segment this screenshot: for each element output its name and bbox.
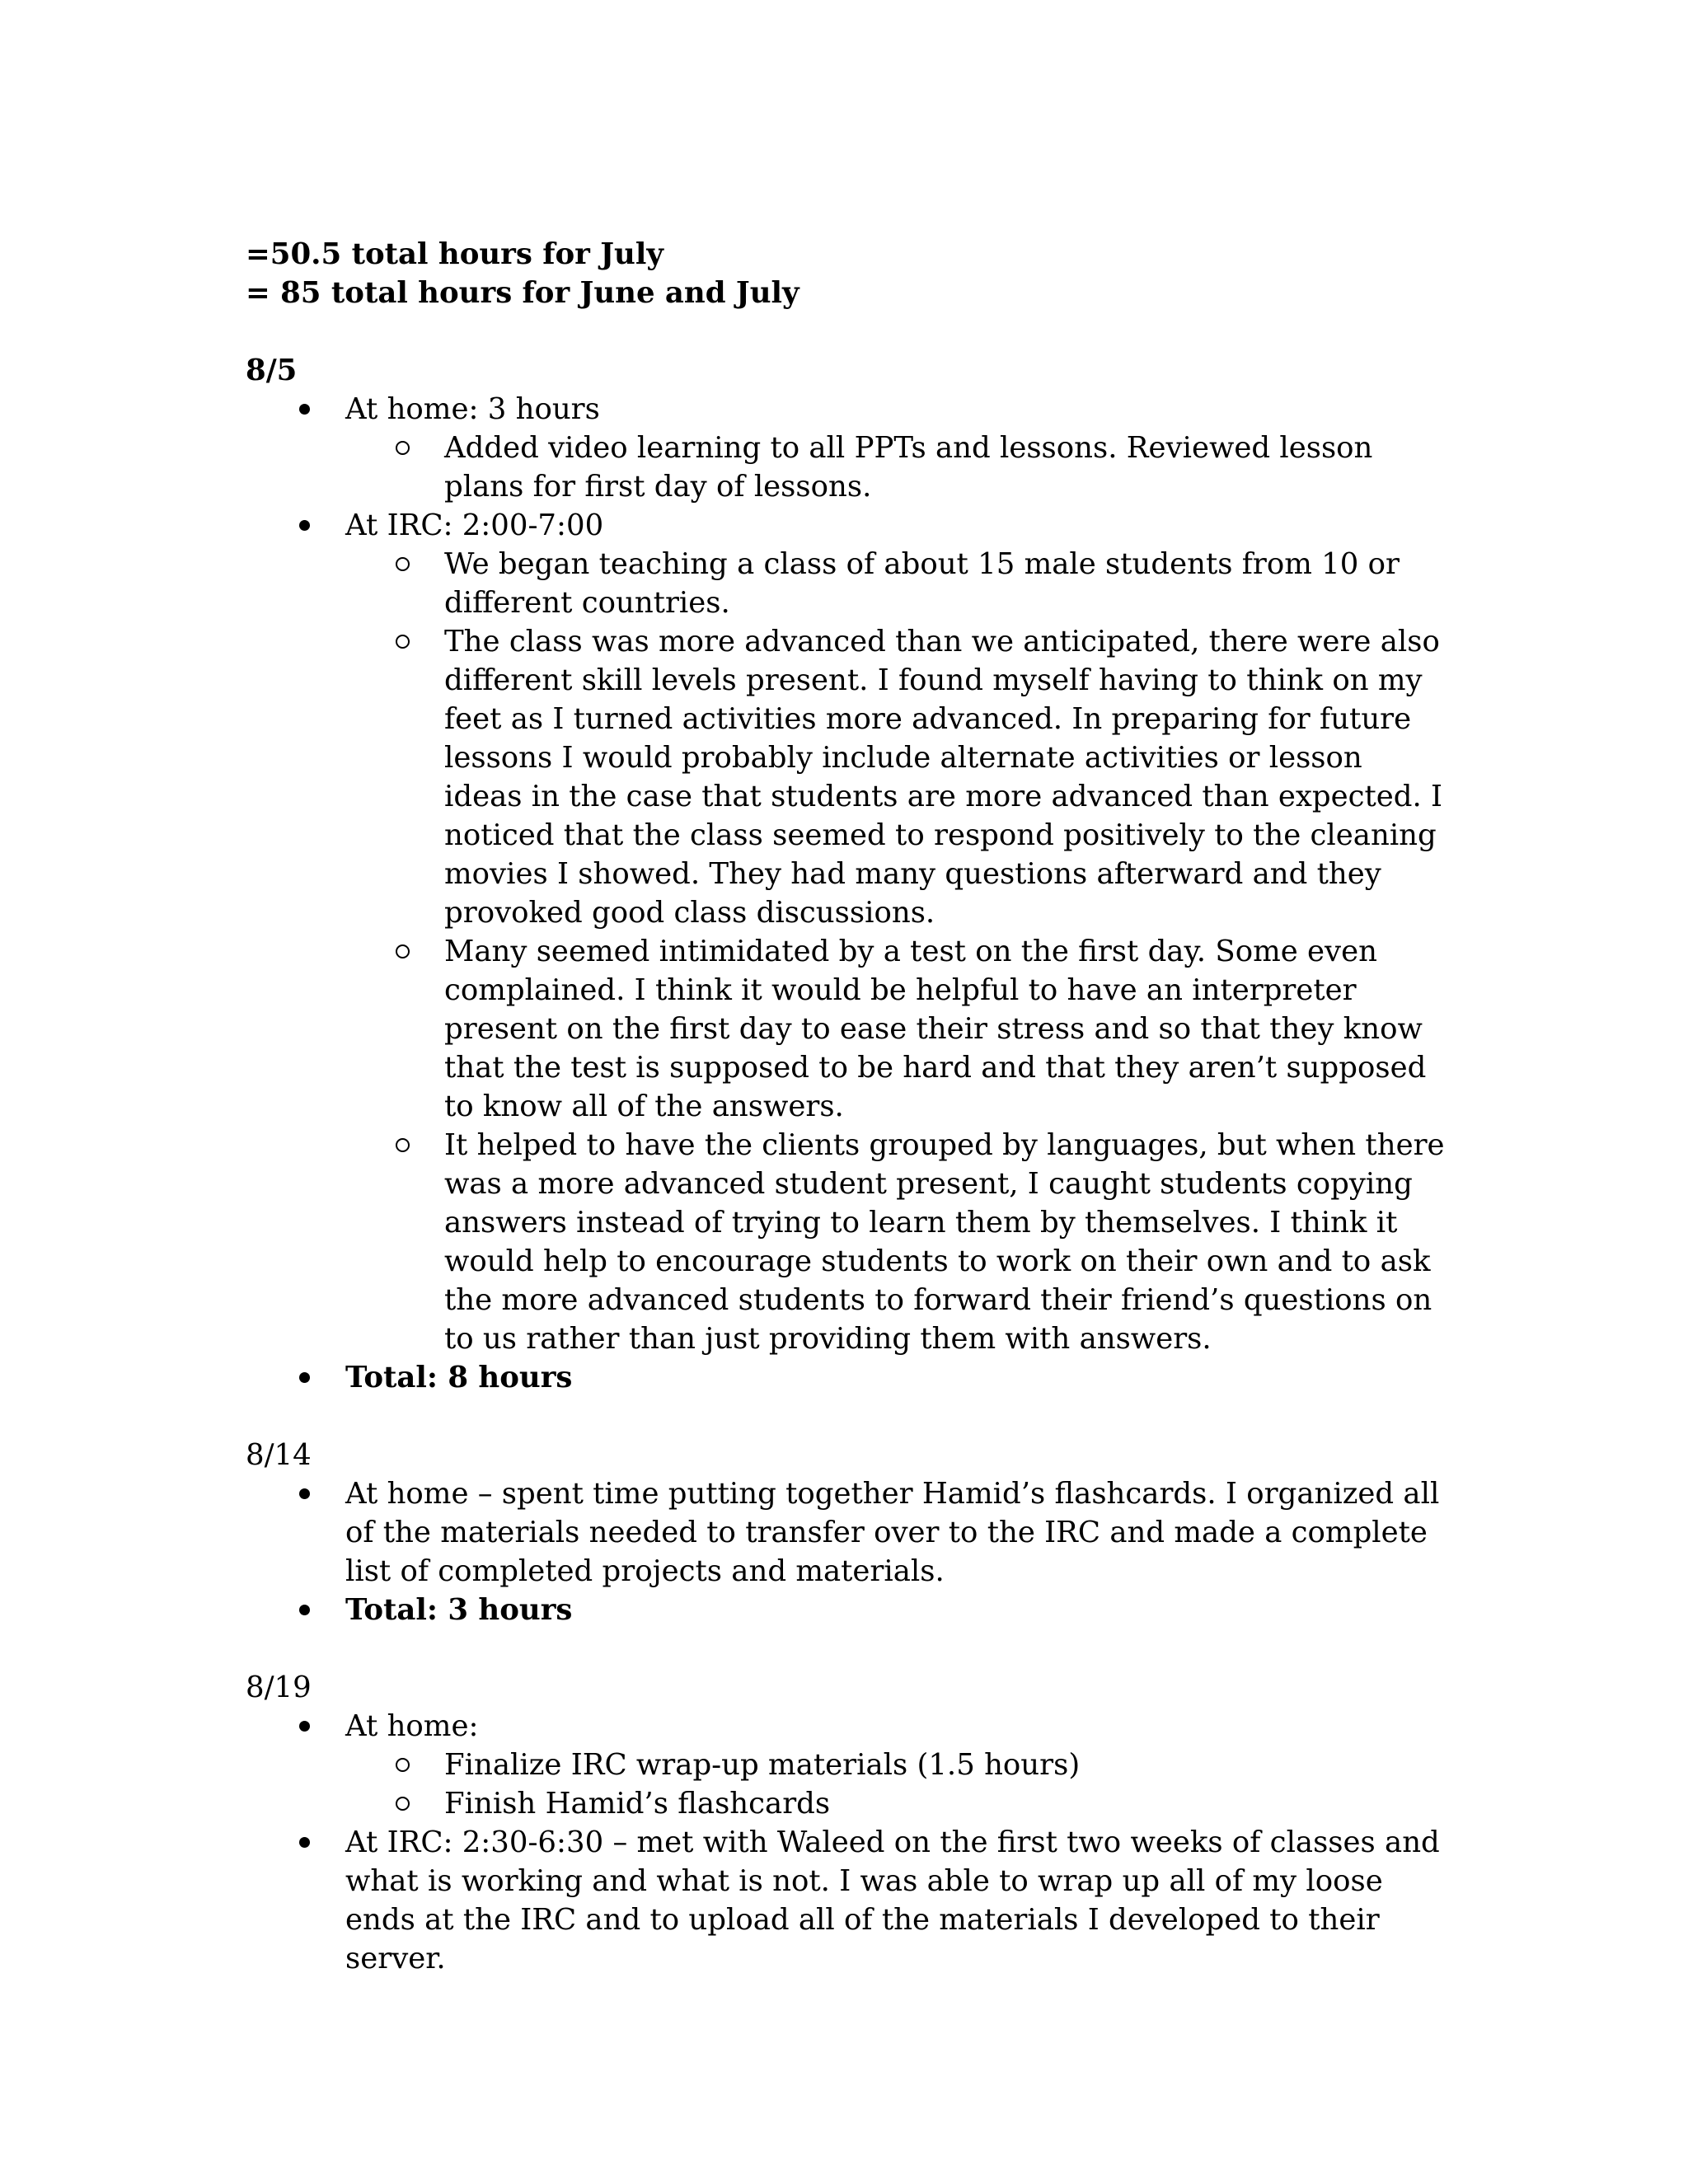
item-text: At home – spent time putting together Hamid’s flashcards. I organized all of the materials needed to transfer over to the IRC and made a complete list of completed projects and materials.	[345, 1477, 1440, 1588]
hollow-bullet-icon	[392, 622, 412, 661]
sub-list-item	[444, 1746, 1449, 1784]
list-item	[345, 506, 1449, 1358]
sub-item-text: The class was more advanced than we anticipated, there were also different skill levels present. I found myself having to think on my feet as I turned activities more advanced. In preparing for future lessons I would probably include alternate activities or lesson ideas in the case that students are more advanced than expected. I noticed that the class seemed to respond positively to the cleaning movies I showed. They had many questions afterward and they provoked good class discussions.	[444, 625, 1443, 930]
sub-item-text: It helped to have the clients grouped by languages, but when there was a more advanced student present, I caught students copying answers instead of trying to learn them by themselves. I think it would help to encourage students to work on their own and to ask the more advanced students to forward their friend’s questions on to us rather than just providing them with answers.	[444, 1128, 1445, 1356]
june-july-total-hours: = 85 total hours for June and July	[246, 276, 799, 310]
entry-date: 8/19	[246, 1671, 312, 1704]
entry-items	[246, 1707, 1449, 1978]
sub-item-text: Finish Hamid’s flashcards	[444, 1787, 831, 1821]
sub-list-item	[444, 1126, 1449, 1358]
item-text: At home: 3 hours	[345, 392, 600, 426]
item-text: At IRC: 2:30-6:30 – met with Waleed on the first two weeks of classes and what is working and what is not. I was able to wrap up all of my loose ends at the IRC and to upload all of the materials I developed to their server.	[345, 1825, 1440, 1975]
bullet-icon	[296, 390, 312, 429]
list-item-total	[345, 1591, 1449, 1629]
sub-item-text: Finalize IRC wrap-up materials (1.5 hours)	[444, 1748, 1081, 1782]
sub-items	[345, 1746, 1449, 1823]
entry-date: 8/5	[246, 354, 298, 387]
hollow-bullet-icon	[392, 1784, 412, 1823]
item-text: At IRC: 2:00-7:00	[345, 509, 604, 542]
hollow-bullet-icon	[392, 429, 412, 467]
sub-item-text: Added video learning to all PPTs and lessons. Reviewed lesson plans for first day of lessons.	[444, 431, 1373, 504]
sub-list-item	[444, 622, 1449, 932]
log-entry-8-19	[246, 1668, 1449, 1978]
sub-list-item	[444, 429, 1449, 506]
sub-item-text: We began teaching a class of about 15 male students from 10 or different countries.	[444, 547, 1400, 620]
hollow-bullet-icon	[392, 1126, 412, 1165]
sub-list-item	[444, 932, 1449, 1126]
hollow-bullet-icon	[392, 1746, 412, 1784]
item-text: At home:	[345, 1709, 479, 1743]
bullet-icon	[296, 1707, 312, 1746]
july-total-hours: =50.5 total hours for July	[246, 237, 663, 271]
bullet-icon	[296, 1591, 312, 1629]
list-item	[345, 390, 1449, 506]
sub-list-item	[444, 1784, 1449, 1823]
hollow-bullet-icon	[392, 545, 412, 583]
sub-item-text: Many seemed intimidated by a test on the first day. Some even complained. I think it would be helpful to have an interpreter present on the first day to ease their stress and so that they know that the test is supposed to be hard and that they aren’t supposed to know all of the answers.	[444, 935, 1427, 1123]
bullet-icon	[296, 506, 312, 545]
list-item	[345, 1823, 1449, 1978]
total-hours: Total: 8 hours	[345, 1361, 573, 1394]
list-item-total	[345, 1358, 1449, 1397]
entry-date: 8/14	[246, 1438, 312, 1472]
log-entry-8-14	[246, 1436, 1449, 1629]
bullet-icon	[296, 1358, 312, 1397]
entry-items	[246, 1474, 1449, 1629]
list-item	[345, 1707, 1449, 1823]
document-page	[246, 235, 1449, 1978]
total-hours: Total: 3 hours	[345, 1593, 573, 1627]
bullet-icon	[296, 1823, 312, 1862]
entry-items	[246, 390, 1449, 1397]
bullet-icon	[296, 1474, 312, 1513]
sub-items	[345, 429, 1449, 506]
sub-list-item	[444, 545, 1449, 622]
sub-items	[345, 545, 1449, 1358]
log-entry-8-5	[246, 351, 1449, 1397]
list-item	[345, 1474, 1449, 1591]
hollow-bullet-icon	[392, 932, 412, 971]
